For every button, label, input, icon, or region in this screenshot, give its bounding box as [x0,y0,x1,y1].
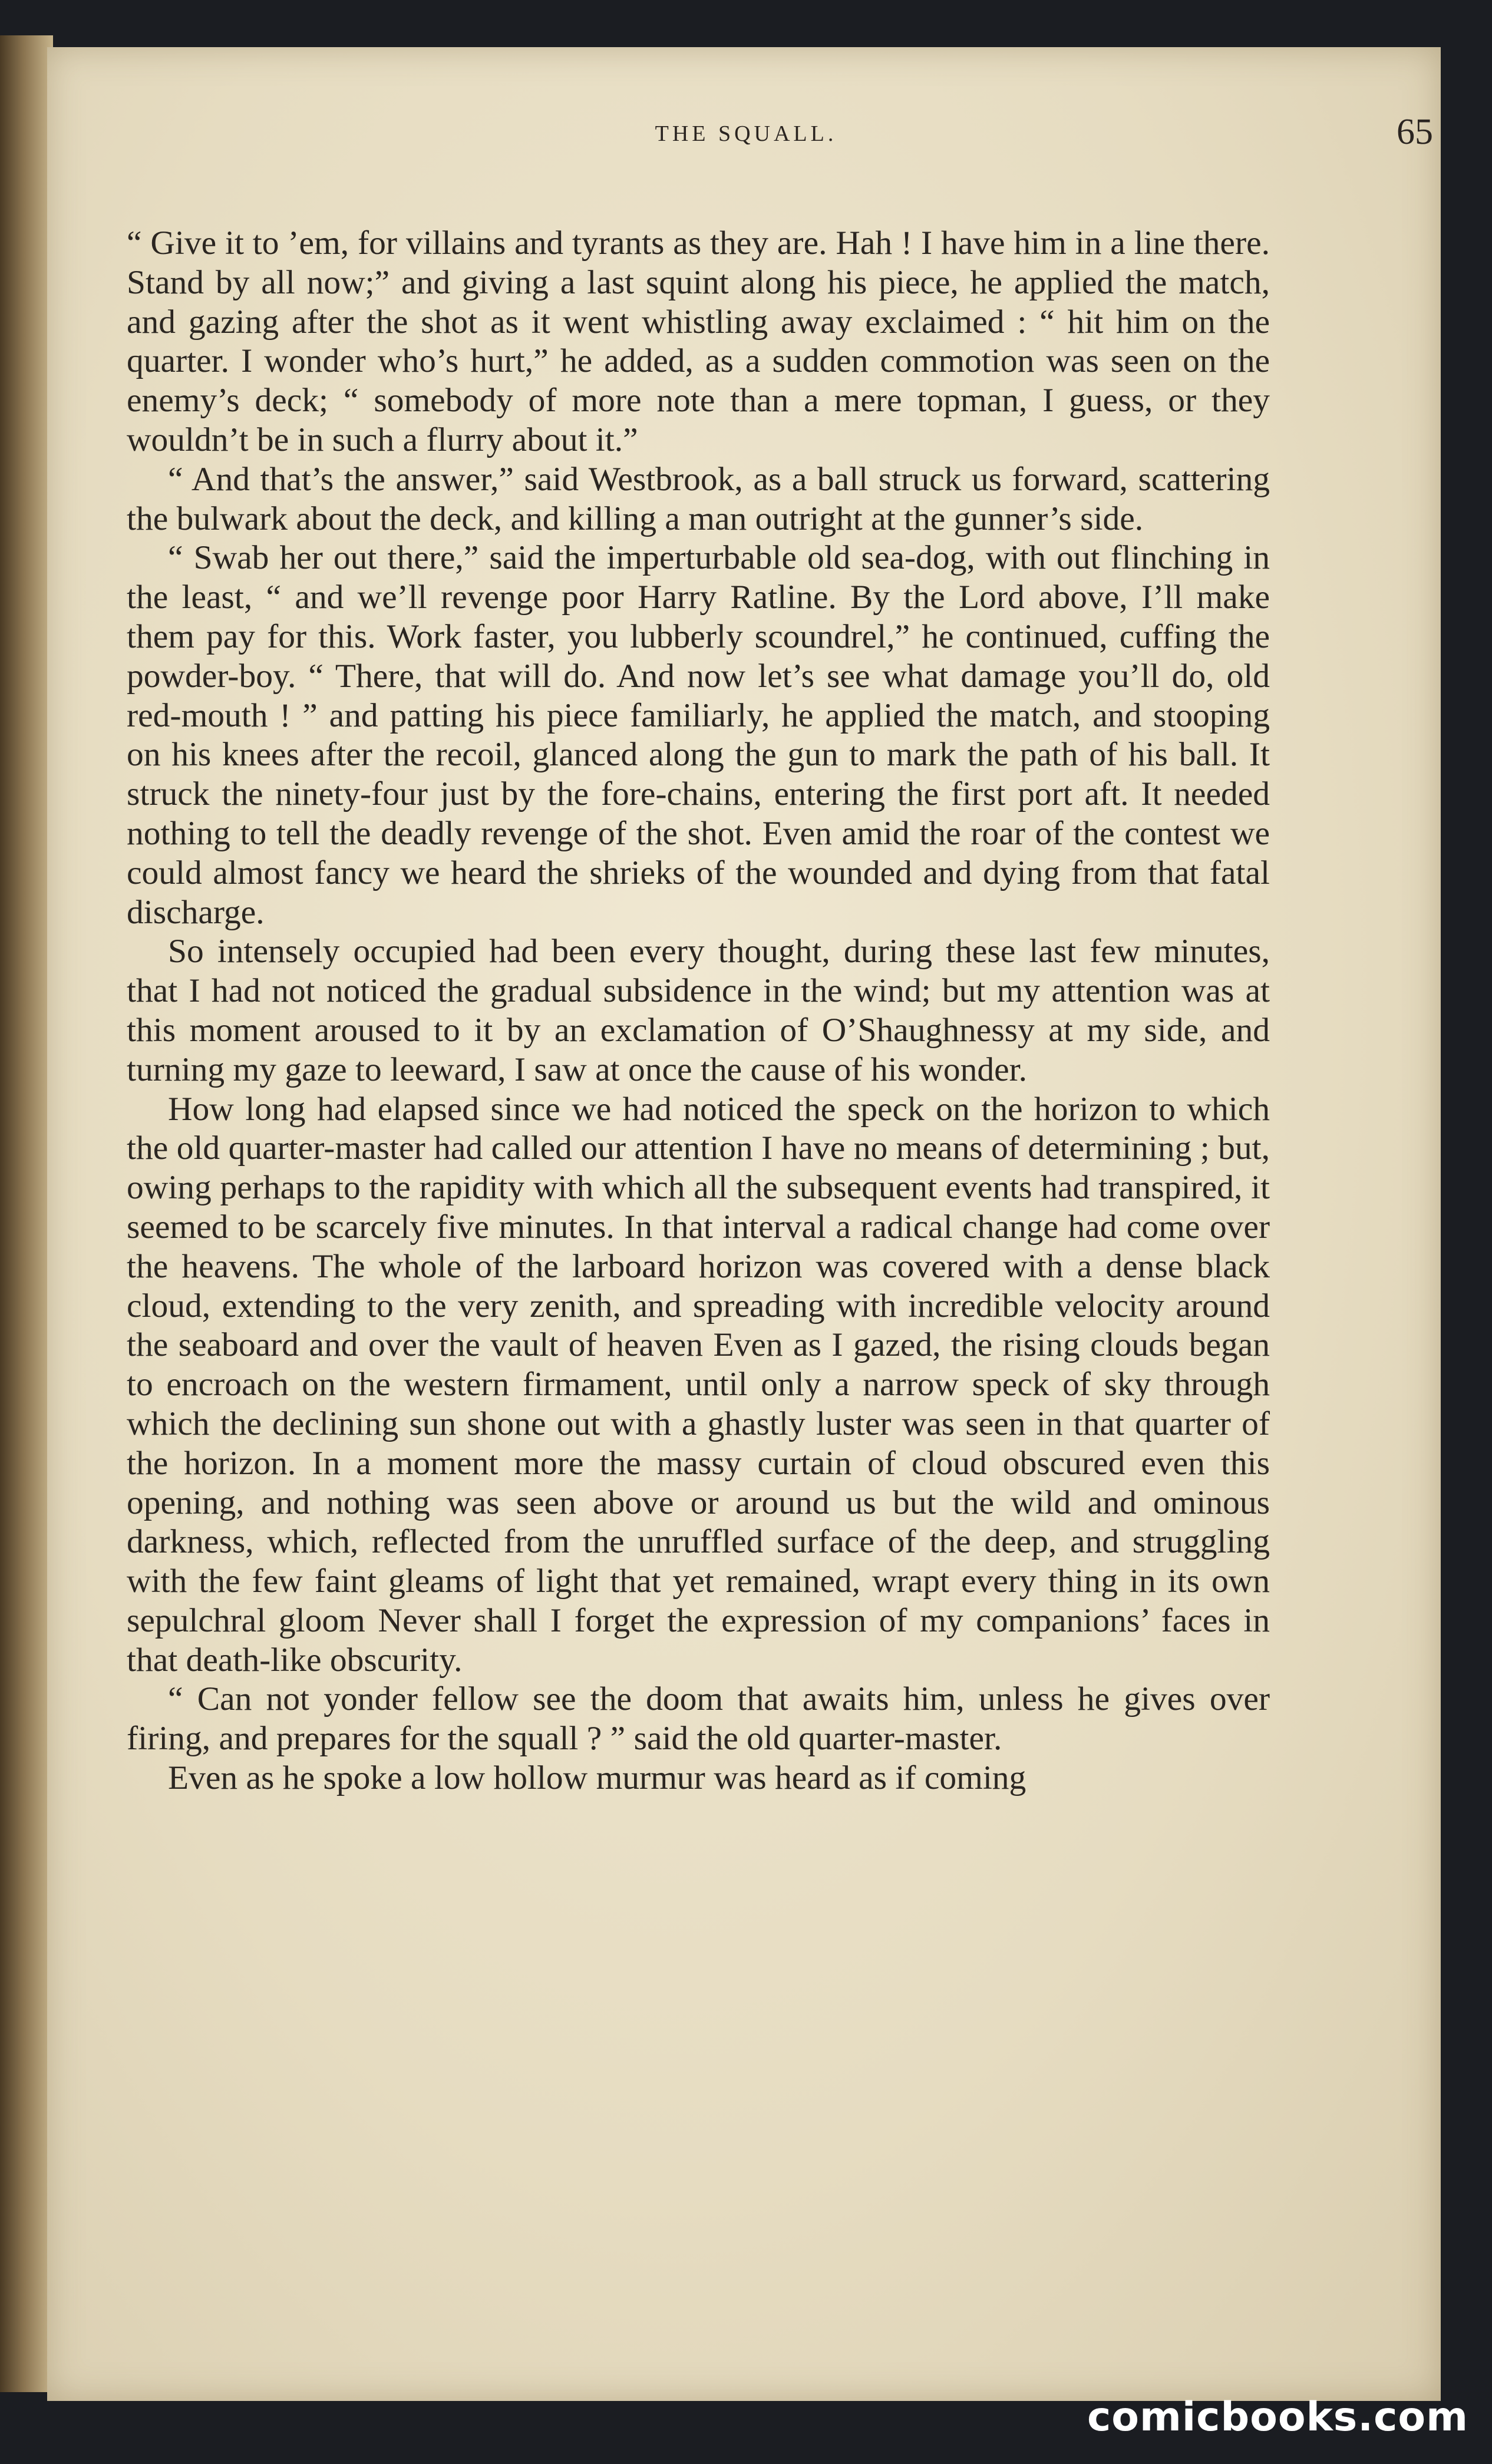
paragraph: How long had elapsed since we had noticed the speck on the horizon to which the old quarter-master had called our attention I have no means of determining ; but, owing perhaps to the rapidity with which all the subsequent events had transpired, it seemed to be scarcely five minutes. In that interval a radical change had come over the heavens. The whole of the larboard horizon was covered with a dense black cloud, extending to the very zenith, and spreading with incredible velocity around the seaboard and over the vault of heaven Even as I gazed, the rising clouds began to encroach on the western firmament, until only a narrow speck of sky through which the declining sun shone out with a ghastly luster was seen in that quarter of the horizon. In a moment more the massy curtain of cloud obscured even this opening, and nothing was seen above or around us but the wild and ominous darkness, which, reflected from the unruffled surface of the deep, and struggling with the few faint gleams of light that yet remained, wrapt every thing in its own sepulchral gloom Never shall I forget the expression of my companions’ faces in that death-like obscurity. [127,1090,1270,1679]
watermark: comicbooks.com [1087,2394,1468,2440]
paragraph: “ Give it to ’em, for villains and tyrants as they are. Hah ! I have him in a line there. Stand by all now;” and giving a last squint along his piece, he applied the match, and gazing after the shot as it went whistling away exclaimed : “ hit him on the quarter. I wonder who’s hurt,” he added, as a sudden commotion was seen on the enemy’s deck; “ somebody of more note than a mere topman, I guess, or they wouldn’t be in such a flurry about it.” [127,224,1270,458]
book-spine [0,35,53,2392]
running-header [59,112,1433,168]
paragraph: So intensely occupied had been every thought, during these last few minutes, that I had not noticed the gradual subsidence in the wind; but my attention was at this moment aroused to it by an exclamation of O’Shaughnessy at my side, and turning my gaze to leeward, I saw at once the cause of his wonder. [127,933,1270,1088]
paragraph: “ Can not yonder fellow see the doom that awaits him, unless he gives over firing, and prepares for the squall ? ” said the old quarter-master. [127,1680,1270,1758]
paragraph: Even as he spoke a low hollow murmur was heard as if coming [168,1759,1026,1797]
body-text [127,224,1270,1798]
paragraph: “ And that’s the answer,” said Westbrook, as a ball struck us forward, scattering the bulwark about the deck, and killing a man outright at the gunner’s side. [127,460,1270,537]
running-title: THE SQUALL. [655,121,837,146]
page-number: 65 [1397,112,1433,152]
paragraph: “ Swab her out there,” said the imperturbable old sea-dog, with out flinching in the least, “ and we’ll revenge poor Harry Ratline. By the Lord above, I’ll make them pay for this. Work faster, you lubberly scoundrel,” he continued, cuffing the powder-boy. “ There, that will do. And now let’s see what damage you’ll do, old red-mouth ! ” and patting his piece familiarly, he applied the match, and stooping on his knees after the recoil, glanced along the gun to mark the path of his ball. It struck the ninety-four just by the fore-chains, entering the first port aft. It needed nothing to tell the deadly revenge of the shot. Even amid the roar of the contest we could almost fancy we heard the shrieks of the wounded and dying from that fatal discharge. [127,539,1270,931]
